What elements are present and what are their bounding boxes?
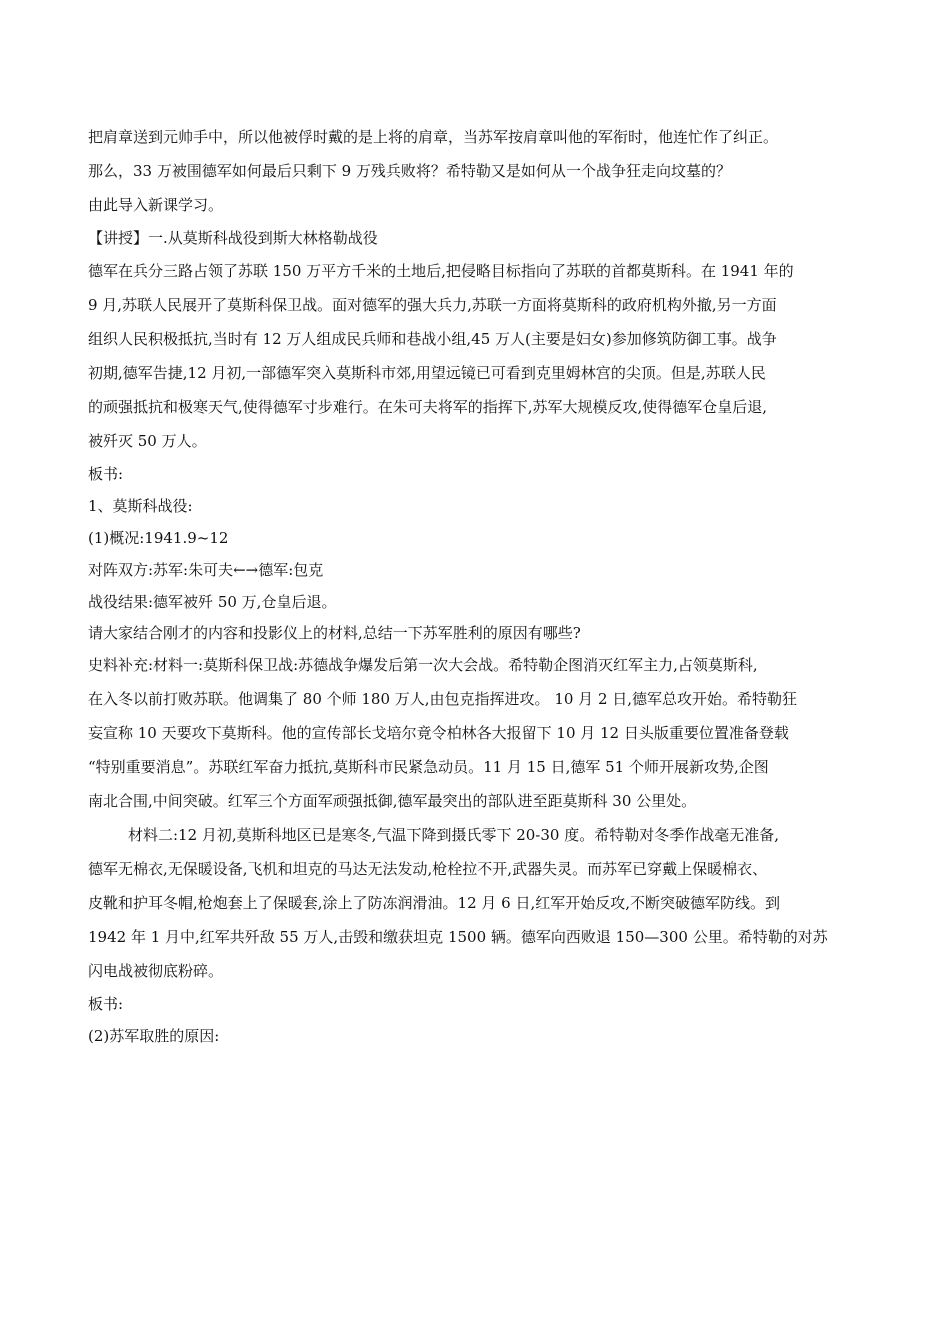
text-line: 的顽强抵抗和极寒天气,使得德军寸步难行。在朱可夫将军的指挥下,苏军大规模反攻,使得德军仓皇后退, bbox=[88, 398, 768, 416]
board-item: (2)苏军取胜的原因: bbox=[88, 1027, 220, 1045]
text-line: 那么，33 万被围德军如何最后只剩下 9 万残兵败将？希特勒又是如何从一个战争狂走向坟墓的？ bbox=[88, 162, 731, 180]
board-item: 1、莫斯科战役: bbox=[88, 497, 193, 515]
text-line: 由此导入新课学习。 bbox=[88, 196, 224, 214]
text-line: 在入冬以前打败苏联。他调集了 80 个师 180 万人,由包克指挥进攻。 10 月 2 日,德军总攻开始。希特勒狂 bbox=[88, 690, 798, 708]
section-heading: 【讲授】一.从莫斯科战役到斯大林格勒战役 bbox=[88, 229, 378, 247]
board-note-label: 板书: bbox=[88, 465, 124, 483]
board-item: 战役结果:德军被歼 50 万,仓皇后退。 bbox=[88, 593, 337, 611]
text-line: 1942 年 1 月中,红军共歼敌 55 万人,击毁和缴获坦克 1500 辆。德军向西败退 150—300 公里。希特勒的对苏 bbox=[88, 928, 828, 946]
board-item: (1)概况:1941.9~12 bbox=[88, 529, 229, 547]
text-line: 9 月,苏联人民展开了莫斯科保卫战。面对德军的强大兵力,苏联一方面将莫斯科的政府机构外撤,另一方面 bbox=[88, 296, 777, 314]
text-line: 闪电战被彻底粉碎。 bbox=[88, 962, 224, 980]
document-body bbox=[88, 120, 868, 1052]
text-line: 德军在兵分三路占领了苏联 150 万平方千米的土地后,把侵略目标指向了苏联的首都莫斯科。在 1941 年的 bbox=[88, 262, 794, 280]
text-line: 把肩章送到元帅手中，所以他被俘时戴的是上将的肩章，当苏军按肩章叫他的军衔时，他连忙作了纠正。 bbox=[88, 128, 779, 146]
text-line: 初期,德军告捷,12 月初,一部德军突入莫斯科市郊,用望远镜已可看到克里姆林宫的尖顶。但是,苏联人民 bbox=[88, 364, 766, 382]
text-line: 德军无棉衣,无保暖设备,飞机和坦克的马达无法发动,枪栓拉不开,武器失灵。而苏军已穿戴上保暖棉衣、 bbox=[88, 860, 768, 878]
text-line: 皮靴和护耳冬帽,枪炮套上了保暖套,涂上了防冻润滑油。12 月 6 日,红军开始反攻,不断突破德军防线。到 bbox=[88, 894, 781, 912]
text-line: 材料二:12 月初,莫斯科地区已是寒冬,气温下降到摄氏零下 20-30 度。希特勒对冬季作战毫无准备, bbox=[128, 826, 779, 844]
text-line: 请大家结合刚才的内容和投影仪上的材料,总结一下苏军胜利的原因有哪些? bbox=[88, 624, 581, 642]
text-line: 南北合围,中间突破。红军三个方面军顽强抵御,德军最突出的部队进至距莫斯科 30 公里处。 bbox=[88, 792, 697, 810]
text-line: 妄宣称 10 天要攻下莫斯科。他的宣传部长戈培尔竟令柏林各大报留下 10 月 12 日头版重要位置准备登载 bbox=[88, 724, 789, 742]
board-note-label: 板书: bbox=[88, 995, 124, 1013]
text-line: 史料补充:材料一:莫斯科保卫战:苏德战争爆发后第一次大会战。希特勒企图消灭红军主力,占领莫斯科, bbox=[88, 656, 758, 674]
text-line: “特别重要消息”。苏联红军奋力抵抗,莫斯科市民紧急动员。11 月 15 日,德军 51 个师开展新攻势,企图 bbox=[88, 758, 769, 776]
text-line: 被歼灭 50 万人。 bbox=[88, 432, 207, 450]
text-line: 组织人民积极抵抗,当时有 12 万人组成民兵师和巷战小组,45 万人(主要是妇女)参加修筑防御工事。战争 bbox=[88, 330, 777, 348]
board-item: 对阵双方:苏军:朱可夫←→德军:包克 bbox=[88, 561, 324, 579]
